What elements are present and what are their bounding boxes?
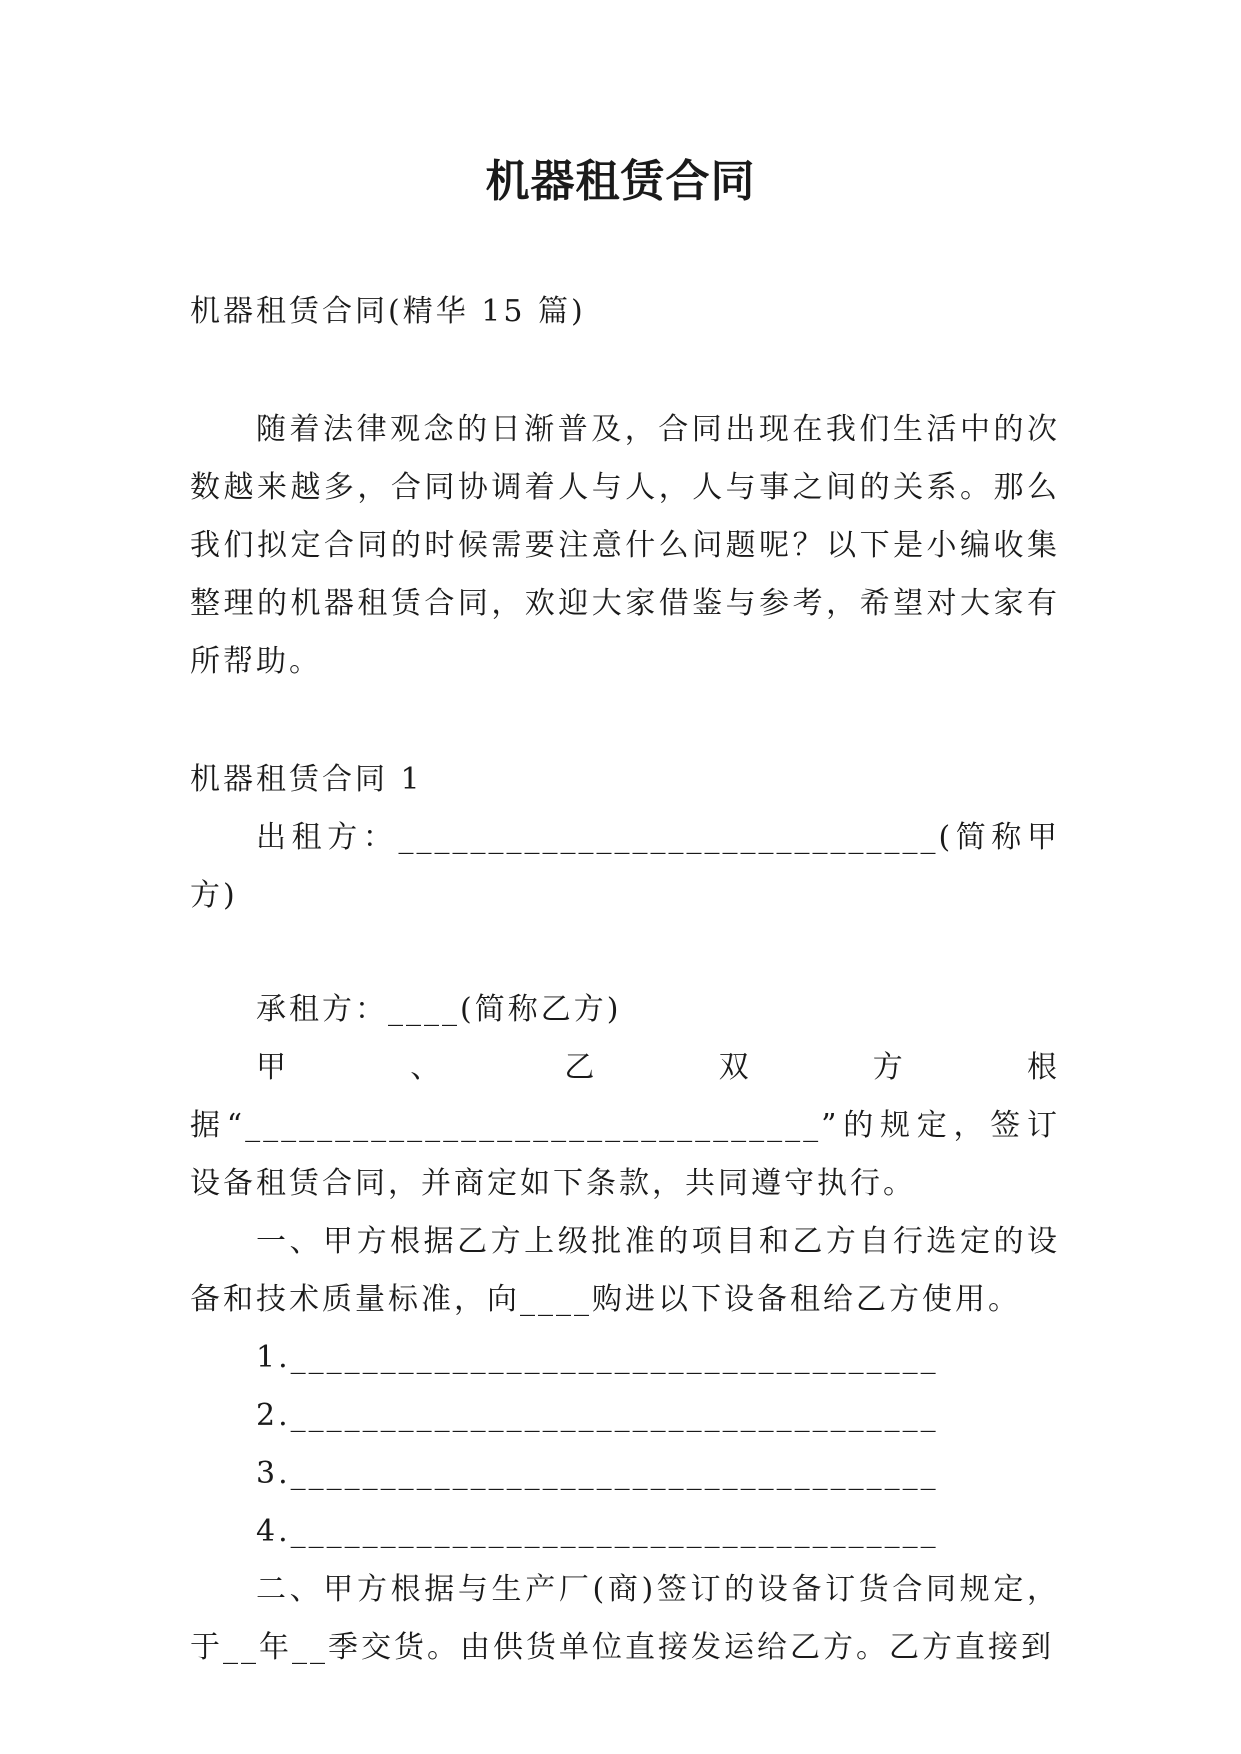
intro-paragraph: 随着法律观念的日渐普及，合同出现在我们生活中的次数越来越多，合同协调着人与人，人与事之间的关系。那么我们拟定合同的时候需要注意什么问题呢？以下是小编收集整理的机器租赁合同，欢迎大家借鉴与参考，希望对大家有所帮助。 (190, 412, 1060, 679)
clause-1: 一、甲方根据乙方上级批准的项目和乙方自行选定的设备和技术质量标准，向____购进以下设备租给乙方使用。 (190, 1224, 1060, 1317)
basis-paragraph: 甲、乙双方根据“________________________________”的规定，签订设备租赁合同，并商定如下条款，共同遵守执行。 (190, 1050, 1060, 1201)
list-item: 1.____________________________________ (256, 1340, 939, 1375)
list-item: 2.____________________________________ (256, 1398, 939, 1433)
lessor-line: 出租方：______________________________(简称甲方) (190, 820, 1060, 913)
document-body (190, 283, 1060, 1677)
section-title: 机器租赁合同 1 (190, 762, 423, 797)
lessee-line: 承租方：____(简称乙方) (256, 992, 622, 1027)
list-item: 3.____________________________________ (256, 1456, 939, 1491)
list-item: 4.____________________________________ (256, 1514, 939, 1549)
document-subtitle: 机器租赁合同(精华 15 篇) (190, 294, 586, 329)
clause-2: 二、甲方根据与生产厂(商)签订的设备订货合同规定，于__年__季交货。由供货单位直接发运给乙方。乙方直接到 (190, 1572, 1060, 1665)
document-title: 机器租赁合同 (485, 156, 756, 207)
